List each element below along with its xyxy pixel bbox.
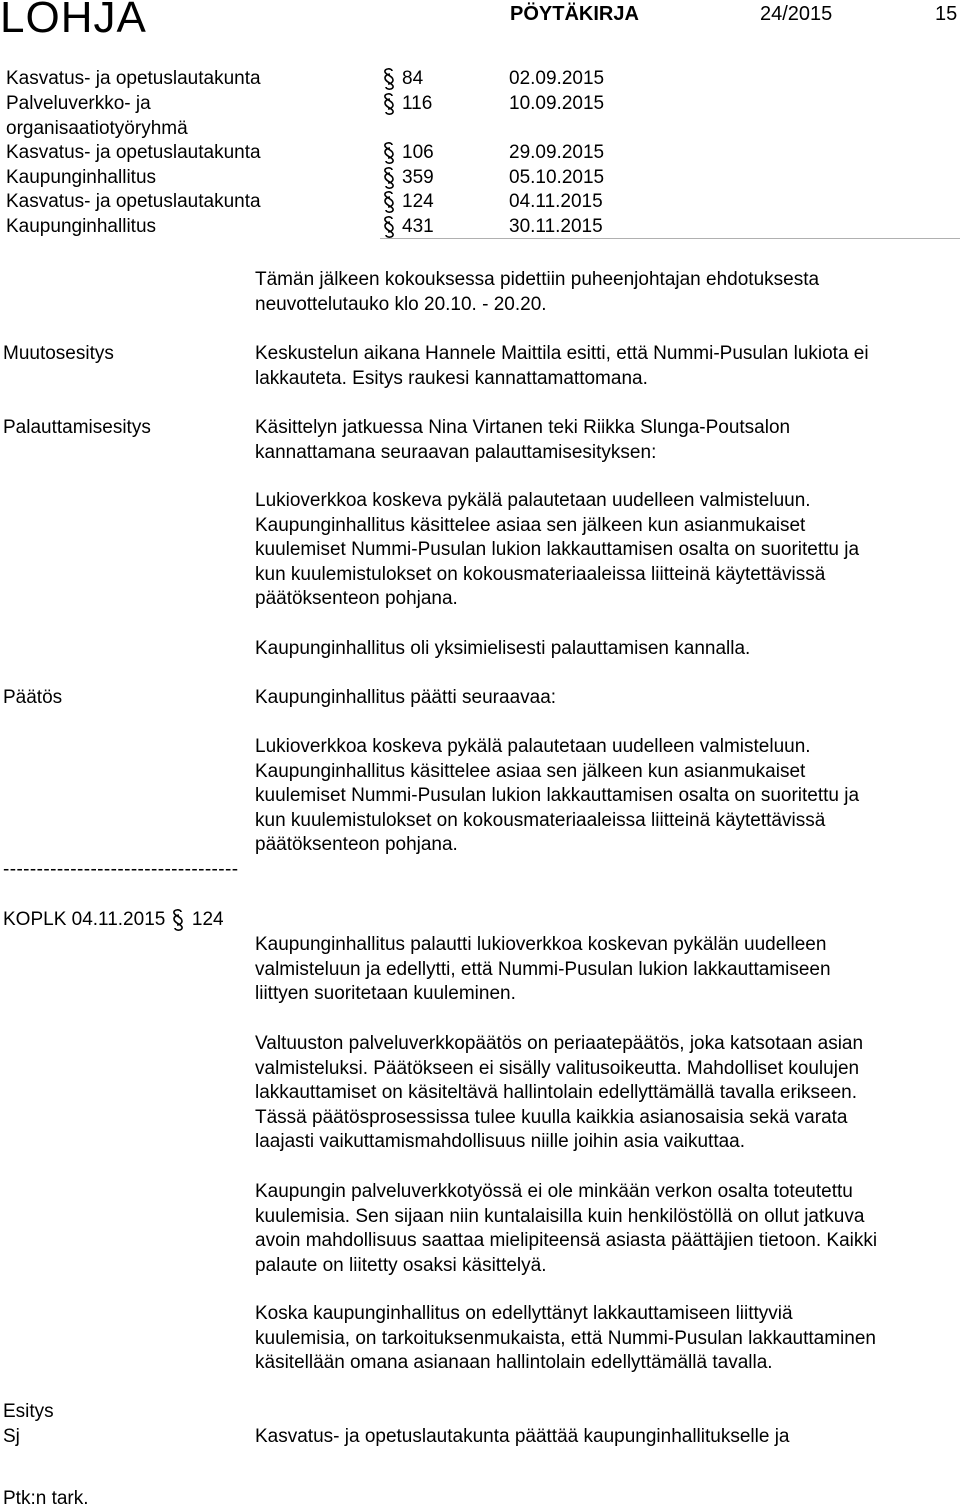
history-body: Palveluverkko- ja: [6, 93, 151, 114]
text-line: Tässä päätösprosessissa tulee kuulla kaikkia asianosaisia sekä varata: [255, 1106, 848, 1128]
text-line: käsitellään omana asianaan hallintolain edellyttämällä tavalla.: [255, 1352, 773, 1374]
koplk-reference: [3, 908, 224, 933]
section-sign-icon: [382, 215, 398, 240]
text-line: Keskustelun aikana Hannele Maittila esitti, että Nummi-Pusulan lukiota ei: [255, 343, 869, 364]
text-line: kuulemiset Nummi-Pusulan lukion lakkauttamisen osalta on suoritettu ja: [255, 785, 860, 807]
history-body: Kasvatus- ja opetuslautakunta: [6, 142, 261, 163]
text-line: valmisteluksi. Päätökseen ei sisälly valitusoikeutta. Mahdolliset koulujen: [255, 1057, 860, 1079]
history-num: 84: [402, 68, 424, 89]
history-body: Kaupunginhallitus: [6, 167, 157, 188]
koplk-ref-num: 124: [191, 909, 224, 930]
section-sign-icon: [382, 67, 398, 92]
text-line: Kaupunginhallitus käsittelee asiaa sen jälkeen kun asianmukaiset: [255, 760, 806, 782]
history-body: Kasvatus- ja opetuslautakunta: [6, 191, 261, 212]
section-sign-icon: [382, 190, 398, 215]
text-line: Tämän jälkeen kokouksessa pidettiin puheenjohtajan ehdotuksesta: [255, 269, 820, 290]
text-line: Lukioverkkoa koskeva pykälä palautetaan uudelleen valmisteluun.: [255, 736, 811, 757]
doc-type: PÖYTÄKIRJA: [510, 3, 639, 25]
text-line: kuulemiset Nummi-Pusulan lukion lakkauttamisen osalta on suoritettu ja: [255, 539, 860, 561]
history-date: 04.11.2015: [509, 191, 603, 212]
text-line: palaute on liitetty osaksi käsittelyä.: [255, 1254, 547, 1276]
history-num: 116: [402, 93, 433, 114]
text-line: Kaupunginhallitus palautti lukioverkkoa koskevan pykälän uudelleen: [255, 934, 827, 955]
koplk-ref-prefix: KOPLK 04.11.2015: [3, 909, 166, 930]
history-date: 02.09.2015: [509, 68, 605, 89]
sj-label: Sj: [3, 1426, 20, 1447]
muutosesitys-text: [255, 342, 869, 391]
text-line: Valtuuston palveluverkkopäätös on periaatepäätös, joka katsotaan asian: [255, 1033, 864, 1054]
proposal-text: [255, 489, 859, 612]
history-num: 106: [402, 142, 434, 163]
unanimous-note: Kaupunginhallitus oli yksimielisesti palauttamisen kannalla.: [255, 638, 751, 659]
text-line: kun kuulemistulokset on kokousmateriaaleissa liitteinä käytettävissä: [255, 563, 826, 585]
text-line: päätöksenteon pohjana.: [255, 588, 458, 610]
text-line: kun kuulemistulokset on kokousmateriaaleissa liitteinä käytettävissä: [255, 809, 826, 831]
text-line: Käsittelyn jatkuessa Nina Virtanen teki Riikka Slunga-Poutsalon: [255, 417, 791, 438]
section-sign-icon: [171, 908, 187, 933]
history-date: 29.09.2015: [509, 142, 605, 163]
koplk-paragraph-4: [255, 1302, 876, 1376]
section-sign-icon: [382, 166, 398, 191]
ptk-label: Ptk:n tark.: [3, 1488, 89, 1509]
text-line: Kaupungin palveluverkkotyössä ei ole minkään verkon osalta toteutettu: [255, 1181, 853, 1202]
logo-text: LOHJA: [0, 0, 147, 42]
text-line: kannattamana seuraavan palauttamisesityksen:: [255, 441, 657, 463]
page-number: 15: [935, 3, 958, 25]
separator-line: -----------------------------------: [3, 859, 239, 880]
esitys-label: Esitys: [3, 1401, 54, 1422]
history-num: 124: [402, 191, 434, 212]
muutosesitys-label: Muutosesitys: [3, 343, 114, 364]
text-line: päätöksenteon pohjana.: [255, 834, 458, 856]
text-line: kuulemisia. Sen sijaan niin kuntalaisilla kuin henkilöstöllä on ollut jatkuva: [255, 1205, 865, 1227]
text-line: lakkauteta. Esitys raukesi kannattamattomana.: [255, 367, 648, 389]
text-line: liittyen suoritetaan kuuleminen.: [255, 983, 516, 1005]
break-note: [255, 268, 819, 317]
history-num: 359: [402, 167, 434, 188]
text-line: lakkauttamiset on käsiteltävä hallintolain edellyttämällä tavalla erikseen.: [255, 1082, 857, 1104]
text-line: avoin mahdollisuus saattaa mielipiteensä asiasta päättäjien tietoon. Kaikki: [255, 1230, 878, 1252]
section-sign-icon: [382, 141, 398, 166]
text-line: neuvottelutauko klo 20.10. - 20.20.: [255, 293, 547, 315]
koplk-paragraph-3: [255, 1180, 877, 1278]
paatos-text: [255, 735, 859, 858]
koplk-paragraph-2: [255, 1032, 863, 1155]
doc-number: 24/2015: [760, 3, 833, 25]
history-date: 05.10.2015: [509, 167, 605, 188]
history-divider: [380, 238, 960, 239]
history-body: Kaupunginhallitus: [6, 216, 157, 237]
section-sign-icon: [382, 92, 398, 117]
text-line: Lukioverkkoa koskeva pykälä palautetaan uudelleen valmisteluun.: [255, 490, 811, 511]
esitys-text: Kasvatus- ja opetuslautakunta päättää kaupunginhallitukselle ja: [255, 1426, 790, 1447]
koplk-paragraph-1: [255, 933, 831, 1007]
palauttamisesitys-text: [255, 416, 790, 465]
text-line: kuulemisia, on tarkoituksenmukaista, että Nummi-Pusulan lakkauttaminen: [255, 1327, 876, 1349]
history-date: 30.11.2015: [509, 216, 603, 237]
palauttamisesitys-label: Palauttamisesitys: [3, 417, 151, 438]
text-line: Koska kaupunginhallitus on edellyttänyt lakkauttamiseen liittyviä: [255, 1303, 793, 1324]
history-body: Kasvatus- ja opetuslautakunta: [6, 68, 261, 89]
history-date: 10.09.2015: [509, 93, 605, 114]
history-num: 431: [402, 216, 434, 237]
text-line: laajasti vaikuttamismahdollisuus niille joihin asia vaikuttaa.: [255, 1131, 746, 1153]
history-body: organisaatiotyöryhmä: [6, 118, 188, 139]
text-line: valmisteluun ja edellytti, että Nummi-Pusulan lukion lakkauttamiseen: [255, 958, 831, 980]
paatos-label: Päätös: [3, 687, 63, 708]
text-line: Kaupunginhallitus käsittelee asiaa sen jälkeen kun asianmukaiset: [255, 514, 806, 536]
paatos-intro: Kaupunginhallitus päätti seuraavaa:: [255, 687, 557, 708]
